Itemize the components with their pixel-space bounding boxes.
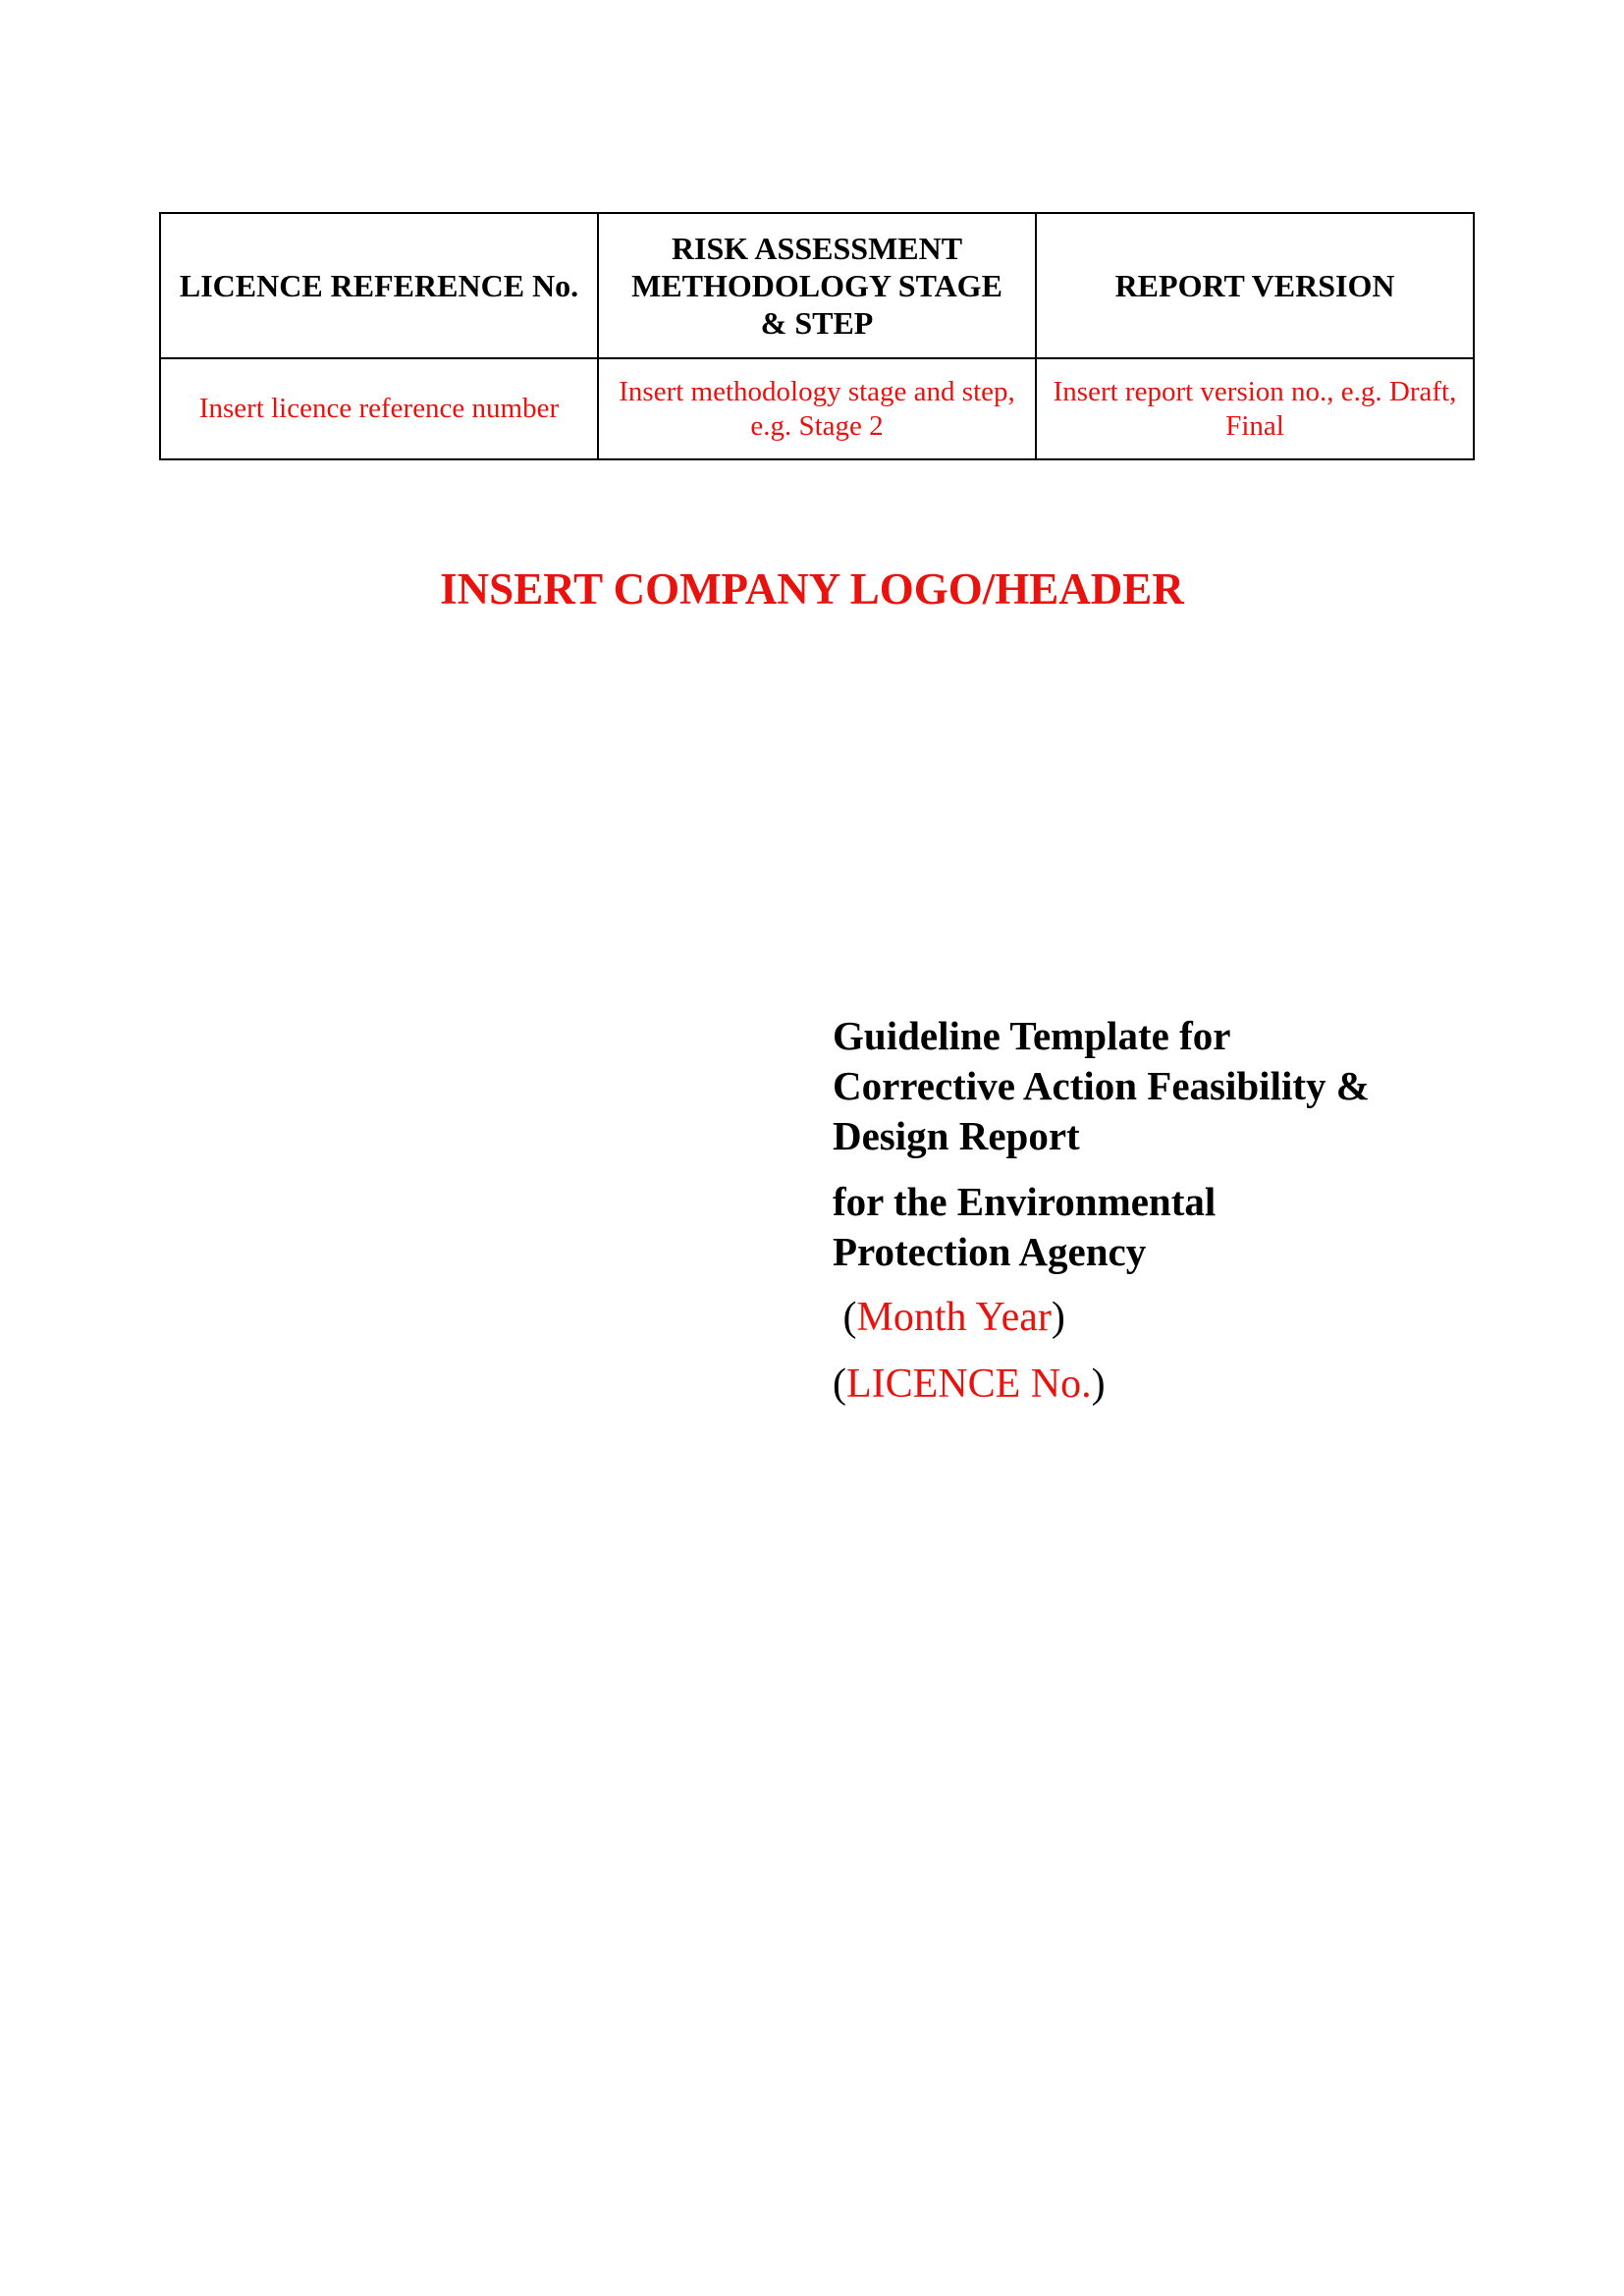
licence-reference-header: LICENCE REFERENCE No.	[160, 213, 598, 358]
month-year-placeholder: Month Year	[856, 1295, 1052, 1340]
licence-close-paren: )	[1091, 1362, 1106, 1407]
date-open-paren: (	[842, 1295, 857, 1340]
methodology-stage-header: RISK ASSESSMENT METHODOLOGY STAGE & STEP	[598, 213, 1036, 358]
report-title	[833, 1011, 1520, 1161]
report-date-line	[833, 1291, 1520, 1344]
report-version-value: Insert report version no., e.g. Draft, Final	[1036, 358, 1474, 459]
report-licence-line	[833, 1358, 1520, 1411]
licence-reference-value: Insert licence reference number	[160, 358, 598, 459]
report-title-block	[833, 1011, 1520, 1424]
title-line-1: Guideline Template for	[833, 1013, 1231, 1058]
table-header-row	[160, 213, 1474, 358]
company-logo-header-placeholder: INSERT COMPANY LOGO/HEADER	[440, 564, 1184, 614]
report-subtitle	[833, 1177, 1520, 1277]
licence-info-table	[159, 212, 1475, 460]
title-line-4: for the Environmental	[833, 1179, 1217, 1224]
title-line-3: Design Report	[833, 1113, 1080, 1158]
date-close-paren: )	[1051, 1295, 1065, 1340]
licence-open-paren: (	[833, 1362, 846, 1407]
title-line-2: Corrective Action Feasibility &	[833, 1063, 1370, 1108]
methodology-stage-value: Insert methodology stage and step, e.g. Stage 2	[598, 358, 1036, 459]
licence-number-placeholder: LICENCE No.	[846, 1362, 1092, 1407]
table-value-row	[160, 358, 1474, 459]
title-line-5: Protection Agency	[833, 1229, 1147, 1274]
report-version-header: REPORT VERSION	[1036, 213, 1474, 358]
